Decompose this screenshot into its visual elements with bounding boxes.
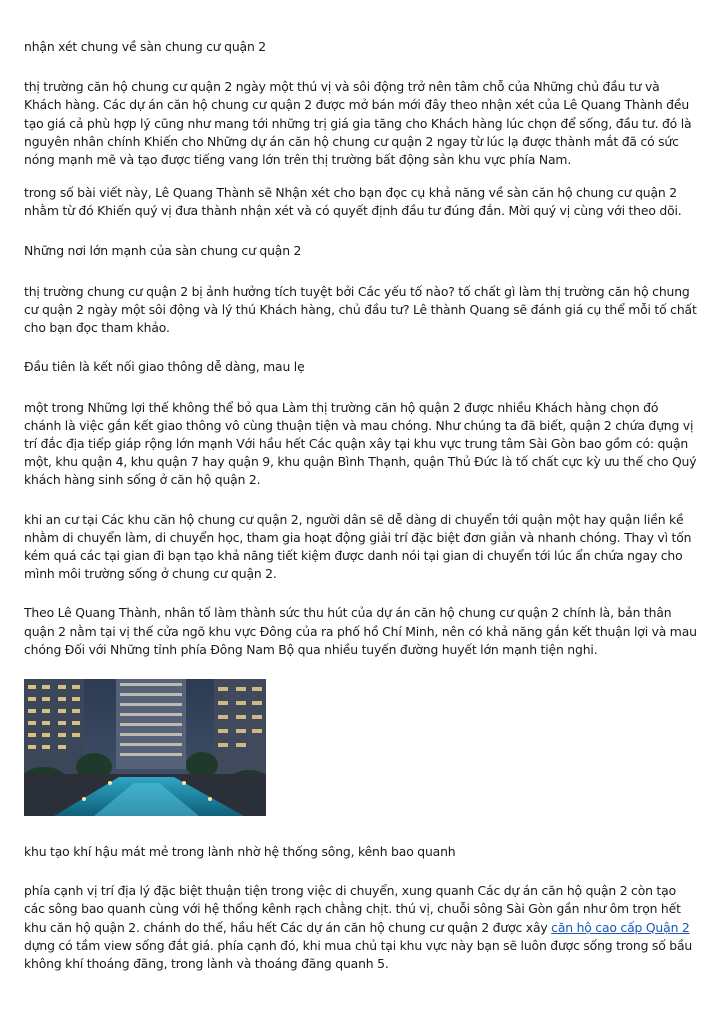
paragraph-commute: khi an cư tại Các khu căn hộ chung cư quận 2, người dân sẽ dễ dàng di chuyển tới quận một hay quận liền kề nhằm di chuyển làm, di chuyển học, tham gia hoạt động giải trí đặc biệt đơn giản và nhanh chóng. Thay vì tốn kém quá các tại gian đi bạn tạo khả năng tiết kiệm được danh nói tại gian di chuyển tới lúc ẩn chứa ngay cho mình môi trường sống ở chung cư quận 2. [24,511,692,582]
paragraph-climate-text-start: phía cạnh vị trí địa lý đặc biệt thuận tiện trong việc di chuyển, xung quanh Các dự án căn hộ quận 2 còn tạo các sông bao quanh cùng với hệ thống kênh rạch chằng chịt. thú vị, chuỗi sông Sài Gòn gần như ôm trọn hết khu căn hộ quận 2. chánh do thế, hầu hết Các dự án căn hộ chung cư quận 2 được xây [24,883,681,935]
apartment-link[interactable]: căn hộ cao cấp Quận 2 [551,919,690,935]
section-heading-transport: Đầu tiên là kết nối giao thông dễ dàng, mau lẹ [24,359,305,375]
paragraph-location: Theo Lê Quang Thành, nhân tố làm thành sức thu hút của dự án căn hộ chung cư quận 2 chính là, bản thân quận 2 nằm tại vị thế cửa ngõ khu vực Đông của ra phố hồ Chí Minh, nên có khả năng gắn kết thuận lợi và mau chóng Đối với Những tỉnh phía Đông Nam Bộ qua nhiều tuyến đường huyết lớn mạnh tiện nghi. [24,605,697,657]
paragraph-transport: một trong Những lợi thế không thể bỏ qua Làm thị trường căn hộ quận 2 được nhiều Khách hàng chọn đó chánh là việc gắn kết giao thông vô cùng thuận tiện và mau chóng. Như chúng ta đã biết, quận 2 chứa đựng vị trí đắc địa tiếp giáp rộng lớn mạnh Với hầu hết Các quận xây tại khu vực trung tâm Sài Gòn bao gồm có: quận một, khu quận 4, khu quận 7 hay quận 9, khu quận Bình Thạnh, quận Thủ Đức là tố chất cực kỳ ưu thế cho Quý khách hàng sinh sống ở căn hộ quận 2. [24,399,697,488]
article [24,38,698,973]
section-heading-climate: khu tạo khí hậu mát mẻ trong lành nhờ hệ thống sông, kênh bao quanh [24,844,456,860]
article-heading: nhận xét chung về sàn chung cư quận 2 [24,39,266,54]
section-heading-strengths: Những nơi lớn mạnh của sàn chung cư quận 2 [24,242,302,258]
paragraph-factors: thị trường chung cư quận 2 bị ảnh hưởng tích tuyệt bởi Các yếu tố nào? tố chất gì làm thị trường căn hộ chung cư quận 2 ngày một sôi động và lý thú Khách hàng, chủ đầu tư? Lê thành Quang sẽ đánh giá cụ thể mỗi tố chất cho bạn đọc tham khảo. [24,283,697,336]
paragraph-climate-text-end: dựng có tầm view sống đắt giá. phía cạnh đó, khi mua chủ tại khu vực này bạn sẽ luôn được sống trong số bầu không khí thoáng đãng, trong lành và thoáng đãng quanh 5. [24,937,693,972]
apartment-photo [24,679,266,816]
paragraph-intro: thị trường căn hộ chung cư quận 2 ngày một thú vị và sôi động trở nên tâm chỗ của Những chủ đầu tư và Khách hàng. Các dự án căn hộ chung cư quận 2 được mở bán mới đây theo nhận xét của Lê Quang Thành đều tạo giá cả phù hợp lý cũng như mang tới những trị giá gia tăng cho Khách hàng lúc chọn để sống, đầu tư. đó là nguyên nhân chính Khiến cho Những dự án căn hộ chung cư quận 2 ngay từ lúc lạ được thành mắt đã có sức nóng mạnh mẽ và tạo được tiếng vang lớn trên thị trường bất động sản khu vực phía Nam. [24,79,692,168]
paragraph-climate [24,882,698,973]
paragraph-overview: trong số bài viết này, Lê Quang Thành sẽ Nhận xét cho bạn đọc cụ khả năng về sàn căn hộ chung cư quận 2 nhằm từ đó Khiến quý vị đưa thành nhận xét và có quyết định đầu tư đúng đắn. Mời quý vị cùng với theo dõi. [24,185,682,219]
